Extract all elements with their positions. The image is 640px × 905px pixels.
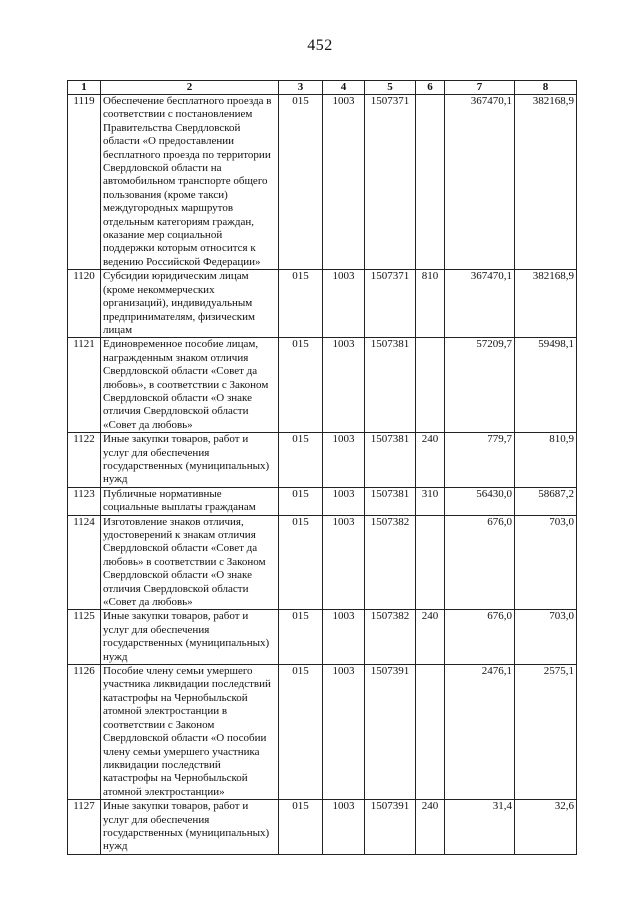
row-number: 1121 [68,338,101,433]
target-article-code: 1507381 [365,487,416,515]
target-article-code: 1507382 [365,515,416,610]
table-row [68,665,577,800]
amount-year-2: 703,0 [515,515,577,610]
expense-type-code: 240 [416,610,445,665]
expense-type-code [416,665,445,800]
column-header: 8 [515,81,577,95]
item-name: Пособие члену семьи умершего участника ликвидации последствий катастрофы на Чернобыльской атомной электростанции в соответствии с Законом Свердловской области «О пособии члену семьи умершего участника ликвидации последствий катастрофы на Чернобыльской атомной электростанции» [101,665,279,800]
expense-type-code: 810 [416,270,445,338]
section-code: 1003 [323,610,365,665]
table-row [68,800,577,855]
ministry-code: 015 [279,610,323,665]
section-code: 1003 [323,433,365,488]
column-header: 5 [365,81,416,95]
expense-type-code [416,515,445,610]
target-article-code: 1507381 [365,338,416,433]
item-name: Изготовление знаков отличия, удостоверений к знакам отличия Свердловской области «Совет да любовь» в соответствии с Законом Свердловской области «О знаке отличия Свердловской области «Совет да любовь» [101,515,279,610]
row-number: 1125 [68,610,101,665]
expense-type-code: 240 [416,800,445,855]
target-article-code: 1507391 [365,800,416,855]
column-header: 2 [101,81,279,95]
amount-year-2: 703,0 [515,610,577,665]
amount-year-1: 367470,1 [445,270,515,338]
column-header: 4 [323,81,365,95]
ministry-code: 015 [279,95,323,270]
ministry-code: 015 [279,800,323,855]
section-code: 1003 [323,338,365,433]
ministry-code: 015 [279,515,323,610]
page-number: 452 [307,37,333,54]
table-row [68,515,577,610]
ministry-code: 015 [279,487,323,515]
amount-year-1: 56430,0 [445,487,515,515]
header-row [68,81,577,95]
amount-year-2: 58687,2 [515,487,577,515]
expense-type-code [416,95,445,270]
row-number: 1120 [68,270,101,338]
amount-year-2: 810,9 [515,433,577,488]
target-article-code: 1507371 [365,270,416,338]
item-name: Публичные нормативные социальные выплаты гражданам [101,487,279,515]
amount-year-1: 367470,1 [445,95,515,270]
row-number: 1122 [68,433,101,488]
table-row [68,610,577,665]
row-number: 1127 [68,800,101,855]
amount-year-1: 31,4 [445,800,515,855]
section-code: 1003 [323,270,365,338]
section-code: 1003 [323,515,365,610]
expense-type-code: 310 [416,487,445,515]
target-article-code: 1507371 [365,95,416,270]
item-name: Единовременное пособие лицам, награжденным знаком отличия Свердловской области «Совет да любовь», в соответствии с Законом Свердловской области «О знаке отличия Свердловской области «Совет да любовь» [101,338,279,433]
section-code: 1003 [323,800,365,855]
amount-year-1: 2476,1 [445,665,515,800]
table-row [68,270,577,338]
target-article-code: 1507391 [365,665,416,800]
item-name: Субсидии юридическим лицам (кроме некоммерческих организаций), индивидуальным предпринимателям, физическим лицам [101,270,279,338]
item-name: Обеспечение бесплатного проезда в соответствии с постановлением Правительства Свердловской области «О предоставлении бесплатного проезда по территории Свердловской области на автомобильном транспорте общего пользования (кроме такси) междугородных маршрутов отдельным категориям граждан, оказание мер социальной поддержки которым относится к ведению Российской Федерации» [101,95,279,270]
column-header: 7 [445,81,515,95]
amount-year-2: 382168,9 [515,270,577,338]
target-article-code: 1507382 [365,610,416,665]
row-number: 1126 [68,665,101,800]
item-name: Иные закупки товаров, работ и услуг для обеспечения государственных (муниципальных) нужд [101,800,279,855]
target-article-code: 1507381 [365,433,416,488]
column-header: 3 [279,81,323,95]
table-row [68,487,577,515]
ministry-code: 015 [279,270,323,338]
ministry-code: 015 [279,665,323,800]
amount-year-1: 57209,7 [445,338,515,433]
ministry-code: 015 [279,338,323,433]
table-row [68,95,577,270]
budget-table [67,80,577,855]
ministry-code: 015 [279,433,323,488]
section-code: 1003 [323,95,365,270]
table-row [68,338,577,433]
section-code: 1003 [323,487,365,515]
column-header: 6 [416,81,445,95]
amount-year-2: 59498,1 [515,338,577,433]
expense-type-code [416,338,445,433]
expense-type-code: 240 [416,433,445,488]
amount-year-1: 676,0 [445,610,515,665]
row-number: 1123 [68,487,101,515]
amount-year-2: 32,6 [515,800,577,855]
amount-year-1: 676,0 [445,515,515,610]
column-header: 1 [68,81,101,95]
amount-year-2: 2575,1 [515,665,577,800]
section-code: 1003 [323,665,365,800]
table-row [68,433,577,488]
row-number: 1119 [68,95,101,270]
amount-year-1: 779,7 [445,433,515,488]
amount-year-2: 382168,9 [515,95,577,270]
row-number: 1124 [68,515,101,610]
item-name: Иные закупки товаров, работ и услуг для обеспечения государственных (муниципальных) нужд [101,433,279,488]
item-name: Иные закупки товаров, работ и услуг для обеспечения государственных (муниципальных) нужд [101,610,279,665]
